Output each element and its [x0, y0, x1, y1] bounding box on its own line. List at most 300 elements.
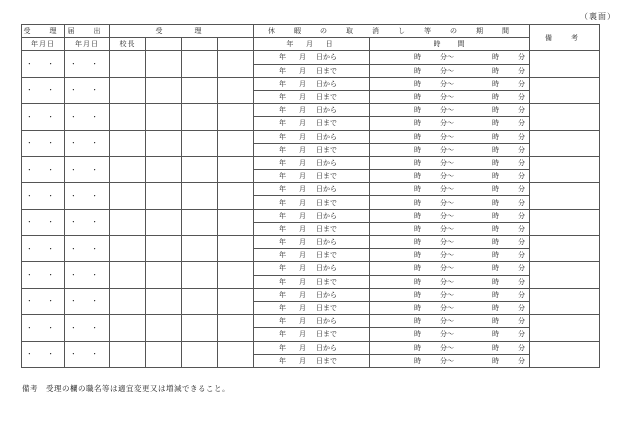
minute-from-label: 分～	[440, 198, 454, 207]
acceptance-seal-cell[interactable]	[146, 130, 182, 156]
to-time-cell[interactable]	[370, 249, 530, 262]
acceptance-seal-cell[interactable]	[110, 288, 146, 314]
to-time-cell[interactable]	[370, 90, 530, 103]
year-label: 年	[279, 224, 286, 233]
from-time-cell[interactable]	[370, 262, 530, 275]
year-label: 年	[279, 356, 286, 365]
acceptance-seal-cell[interactable]	[182, 315, 218, 341]
receipt-date-cell[interactable]: ・ ・	[22, 77, 65, 103]
submission-date-cell[interactable]: ・ ・	[65, 288, 110, 314]
to-date-cell[interactable]	[254, 301, 370, 314]
minute-from-label: 分～	[440, 290, 454, 299]
hour2-label: 時	[492, 198, 499, 207]
acceptance-seal-cell[interactable]	[146, 104, 182, 130]
table-row	[22, 183, 600, 196]
from-date-cell[interactable]	[254, 77, 370, 90]
day-label: 日まで	[316, 277, 337, 286]
year-label: 年	[279, 290, 286, 299]
hour-label: 時	[414, 211, 421, 220]
acceptance-seal-cell[interactable]	[218, 315, 254, 341]
from-date-cell[interactable]	[254, 51, 370, 64]
acceptance-seal-cell[interactable]	[110, 315, 146, 341]
from-time-cell[interactable]	[370, 104, 530, 117]
year-label: 年	[279, 53, 286, 62]
table-row	[22, 156, 600, 169]
to-date-cell[interactable]	[254, 196, 370, 209]
year-label: 年	[279, 264, 286, 273]
to-time-cell[interactable]	[370, 275, 530, 288]
acceptance-seal-cell[interactable]	[218, 236, 254, 262]
acceptance-seal-cell[interactable]	[182, 51, 218, 77]
acceptance-seal-cell[interactable]	[182, 236, 218, 262]
day-label: 日まで	[316, 66, 337, 75]
hour2-label: 時	[492, 317, 499, 326]
page-side-label: （裏面）	[580, 12, 616, 21]
to-time-cell[interactable]	[370, 64, 530, 77]
remarks-cell[interactable]	[530, 130, 600, 156]
year-label: 年	[279, 106, 286, 115]
remarks-cell[interactable]	[530, 183, 600, 209]
day-label: 日まで	[316, 224, 337, 233]
acceptance-seal-cell[interactable]	[146, 183, 182, 209]
minute-label: 分	[518, 106, 525, 115]
principal-subheader: 校長	[110, 38, 146, 51]
year-label: 年	[279, 79, 286, 88]
month-label: 月	[299, 119, 306, 128]
day-label: 日から	[316, 53, 337, 62]
receipt-header: 受 理	[22, 25, 65, 38]
to-time-cell[interactable]	[370, 354, 530, 367]
hour2-label: 時	[492, 132, 499, 141]
minute-from-label: 分～	[440, 330, 454, 339]
acceptance-seal-cell[interactable]	[218, 130, 254, 156]
hour-label: 時	[414, 238, 421, 247]
day-label: 日まで	[316, 356, 337, 365]
table-row	[22, 209, 600, 222]
to-date-cell[interactable]	[254, 354, 370, 367]
day-label: 日まで	[316, 172, 337, 181]
acceptance-seal-cell[interactable]	[110, 236, 146, 262]
year-label: 年	[279, 66, 286, 75]
remarks-cell[interactable]	[530, 51, 600, 77]
minute-from-label: 分～	[440, 211, 454, 220]
to-date-cell[interactable]	[254, 64, 370, 77]
acceptance-seal-cell[interactable]	[146, 262, 182, 288]
month-label: 月	[299, 93, 306, 102]
acceptance-seal-cell[interactable]	[146, 156, 182, 182]
day-label: 日から	[316, 211, 337, 220]
to-date-cell[interactable]	[254, 117, 370, 130]
minute-from-label: 分～	[440, 343, 454, 352]
submission-date-cell[interactable]: ・ ・	[65, 51, 110, 77]
day-label: 日から	[316, 264, 337, 273]
minute-label: 分	[518, 93, 525, 102]
minute-label: 分	[518, 185, 525, 194]
receipt-date-cell[interactable]: ・ ・	[22, 209, 65, 235]
month-label: 月	[299, 356, 306, 365]
hour-label: 時	[414, 79, 421, 88]
from-time-cell[interactable]	[370, 77, 530, 90]
acceptance-seal-cell[interactable]	[110, 341, 146, 367]
header-row-2	[22, 38, 600, 51]
hour2-label: 時	[492, 356, 499, 365]
year-label: 年	[279, 277, 286, 286]
submission-date-cell[interactable]: ・ ・	[65, 104, 110, 130]
remarks-cell[interactable]	[530, 77, 600, 103]
from-time-cell[interactable]	[370, 236, 530, 249]
from-time-cell[interactable]	[370, 288, 530, 301]
minute-label: 分	[518, 238, 525, 247]
month-label: 月	[299, 304, 306, 313]
from-time-cell[interactable]	[370, 156, 530, 169]
acceptance-seal-cell[interactable]	[110, 209, 146, 235]
minute-from-label: 分～	[440, 304, 454, 313]
from-time-cell[interactable]	[370, 341, 530, 354]
from-date-cell[interactable]	[254, 288, 370, 301]
from-date-cell[interactable]	[254, 315, 370, 328]
table-row	[22, 341, 600, 354]
hour2-label: 時	[492, 185, 499, 194]
acceptance-seal-cell[interactable]	[110, 51, 146, 77]
hour2-label: 時	[492, 251, 499, 260]
minute-from-label: 分～	[440, 66, 454, 75]
acceptance-seal-cell[interactable]	[146, 315, 182, 341]
hour2-label: 時	[492, 211, 499, 220]
minute-label: 分	[518, 119, 525, 128]
receipt-date-cell[interactable]: ・ ・	[22, 315, 65, 341]
acceptance-blank-3	[182, 38, 218, 51]
acceptance-seal-cell[interactable]	[218, 183, 254, 209]
year-label: 年	[279, 145, 286, 154]
day-label: 日から	[316, 158, 337, 167]
minute-label: 分	[518, 304, 525, 313]
hour2-label: 時	[492, 264, 499, 273]
hour2-label: 時	[492, 172, 499, 181]
minute-from-label: 分～	[440, 145, 454, 154]
from-date-cell[interactable]	[254, 130, 370, 143]
to-time-cell[interactable]	[370, 170, 530, 183]
acceptance-seal-cell[interactable]	[218, 156, 254, 182]
month-subheader: 月	[305, 40, 313, 49]
minute-from-label: 分～	[440, 277, 454, 286]
to-time-cell[interactable]	[370, 143, 530, 156]
to-date-cell[interactable]	[254, 222, 370, 235]
table-row	[22, 315, 600, 328]
hour2-label: 時	[492, 277, 499, 286]
month-label: 月	[299, 290, 306, 299]
minute-from-label: 分～	[440, 172, 454, 181]
from-date-cell[interactable]	[254, 262, 370, 275]
submission-header: 届 出	[65, 25, 110, 38]
year-label: 年	[279, 132, 286, 141]
minute-label: 分	[518, 224, 525, 233]
table-row	[22, 130, 600, 143]
to-date-cell[interactable]	[254, 143, 370, 156]
hour2-label: 時	[492, 158, 499, 167]
remarks-cell[interactable]	[530, 288, 600, 314]
minute-from-label: 分～	[440, 132, 454, 141]
receipt-date-cell[interactable]: ・ ・	[22, 51, 65, 77]
remarks-cell[interactable]	[530, 315, 600, 341]
minute-label: 分	[518, 66, 525, 75]
header-row-1	[22, 25, 600, 38]
submission-date-cell[interactable]: ・ ・	[65, 262, 110, 288]
minute-label: 分	[518, 79, 525, 88]
acceptance-seal-cell[interactable]	[146, 341, 182, 367]
remarks-cell[interactable]	[530, 236, 600, 262]
acceptance-seal-cell[interactable]	[182, 288, 218, 314]
from-date-cell[interactable]	[254, 209, 370, 222]
acceptance-blank-4	[218, 38, 254, 51]
month-label: 月	[299, 211, 306, 220]
table-row	[22, 288, 600, 301]
acceptance-seal-cell[interactable]	[218, 209, 254, 235]
minute-label: 分	[518, 317, 525, 326]
day-label: 日から	[316, 290, 337, 299]
month-label: 月	[299, 66, 306, 75]
minute-label: 分	[518, 356, 525, 365]
acceptance-seal-cell[interactable]	[110, 104, 146, 130]
hour2-label: 時	[492, 119, 499, 128]
table-row	[22, 51, 600, 64]
minute-label: 分	[518, 251, 525, 260]
receipt-date-cell[interactable]: ・ ・	[22, 104, 65, 130]
from-time-cell[interactable]	[370, 315, 530, 328]
minute-label: 分	[518, 132, 525, 141]
from-time-cell[interactable]	[370, 51, 530, 64]
month-label: 月	[299, 251, 306, 260]
date-subheader	[254, 38, 370, 51]
hour-label: 時	[414, 356, 421, 365]
month-label: 月	[299, 185, 306, 194]
day-label: 日まで	[316, 198, 337, 207]
hour2-label: 時	[492, 224, 499, 233]
hour2-label: 時	[492, 145, 499, 154]
month-label: 月	[299, 172, 306, 181]
remarks-cell[interactable]	[530, 262, 600, 288]
day-label: 日から	[316, 343, 337, 352]
footnote: 備考 受理の欄の職名等は適宜変更又は増減できること。	[22, 384, 230, 393]
minute-from-label: 分～	[440, 119, 454, 128]
year-label: 年	[279, 158, 286, 167]
acceptance-seal-cell[interactable]	[110, 183, 146, 209]
day-label: 日まで	[316, 93, 337, 102]
year-label: 年	[279, 317, 286, 326]
hour2-label: 時	[492, 79, 499, 88]
acceptance-seal-cell[interactable]	[218, 104, 254, 130]
year-label: 年	[279, 185, 286, 194]
leave-period-header: 休 暇 の 取 消 し 等 の 期 間	[254, 25, 530, 38]
year-label: 年	[279, 93, 286, 102]
day-label: 日から	[316, 185, 337, 194]
receipt-date-cell[interactable]: ・ ・	[22, 341, 65, 367]
month-label: 月	[299, 330, 306, 339]
submission-date-cell[interactable]: ・ ・	[65, 156, 110, 182]
hour-label: 時	[414, 277, 421, 286]
acceptance-seal-cell[interactable]	[146, 51, 182, 77]
month-label: 月	[299, 79, 306, 88]
to-date-cell[interactable]	[254, 90, 370, 103]
hour-label: 時	[414, 185, 421, 194]
day-label: 日から	[316, 106, 337, 115]
to-time-cell[interactable]	[370, 328, 530, 341]
acceptance-seal-cell[interactable]	[182, 183, 218, 209]
remarks-cell[interactable]	[530, 156, 600, 182]
acceptance-seal-cell[interactable]	[146, 77, 182, 103]
hour-label: 時	[414, 53, 421, 62]
year-label: 年	[279, 238, 286, 247]
year-label: 年	[279, 304, 286, 313]
receipt-date-cell[interactable]: ・ ・	[22, 130, 65, 156]
remarks-cell[interactable]	[530, 209, 600, 235]
acceptance-seal-cell[interactable]	[110, 156, 146, 182]
acceptance-seal-cell[interactable]	[218, 341, 254, 367]
hour2-label: 時	[492, 106, 499, 115]
year-label: 年	[279, 330, 286, 339]
acceptance-seal-cell[interactable]	[146, 288, 182, 314]
minute-from-label: 分～	[440, 79, 454, 88]
minute-from-label: 分～	[440, 106, 454, 115]
minute-from-label: 分～	[440, 53, 454, 62]
to-time-cell[interactable]	[370, 117, 530, 130]
day-subheader: 日	[325, 40, 333, 49]
hour2-label: 時	[492, 238, 499, 247]
from-time-cell[interactable]	[370, 130, 530, 143]
hour-label: 時	[414, 119, 421, 128]
hour-label: 時	[414, 251, 421, 260]
hour2-label: 時	[492, 343, 499, 352]
acceptance-seal-cell[interactable]	[110, 130, 146, 156]
to-time-cell[interactable]	[370, 196, 530, 209]
to-date-cell[interactable]	[254, 328, 370, 341]
hour-label: 時	[414, 198, 421, 207]
minute-label: 分	[518, 290, 525, 299]
month-label: 月	[299, 224, 306, 233]
acceptance-seal-cell[interactable]	[218, 77, 254, 103]
acceptance-seal-cell[interactable]	[182, 130, 218, 156]
from-date-cell[interactable]	[254, 104, 370, 117]
hour-label: 時	[414, 224, 421, 233]
hour-label: 時	[414, 132, 421, 141]
hour-label: 時	[414, 317, 421, 326]
from-date-cell[interactable]	[254, 341, 370, 354]
minute-from-label: 分～	[440, 264, 454, 273]
year-label: 年	[279, 251, 286, 260]
acceptance-seal-cell[interactable]	[182, 77, 218, 103]
to-date-cell[interactable]	[254, 170, 370, 183]
minute-from-label: 分～	[440, 93, 454, 102]
day-label: 日から	[316, 132, 337, 141]
hour-label: 時	[414, 145, 421, 154]
hour2-label: 時	[492, 93, 499, 102]
hour-label: 時	[414, 264, 421, 273]
year-subheader: 年	[286, 40, 294, 49]
year-label: 年	[279, 119, 286, 128]
minute-from-label: 分～	[440, 224, 454, 233]
receipt-date-cell[interactable]: ・ ・	[22, 262, 65, 288]
hour-label: 時	[414, 66, 421, 75]
from-date-cell[interactable]	[254, 236, 370, 249]
month-label: 月	[299, 343, 306, 352]
time-subheader: 時 間	[370, 38, 530, 51]
submission-date-cell[interactable]: ・ ・	[65, 236, 110, 262]
year-label: 年	[279, 343, 286, 352]
hour2-label: 時	[492, 53, 499, 62]
receipt-date-cell[interactable]: ・ ・	[22, 183, 65, 209]
receipt-date-cell[interactable]: ・ ・	[22, 236, 65, 262]
to-date-cell[interactable]	[254, 275, 370, 288]
table-row	[22, 236, 600, 249]
acceptance-seal-cell[interactable]	[110, 262, 146, 288]
acceptance-seal-cell[interactable]	[182, 341, 218, 367]
submission-date-cell[interactable]: ・ ・	[65, 209, 110, 235]
submission-date-cell[interactable]: ・ ・	[65, 315, 110, 341]
year-label: 年	[279, 198, 286, 207]
minute-label: 分	[518, 343, 525, 352]
remarks-cell[interactable]	[530, 341, 600, 367]
hour-label: 時	[414, 343, 421, 352]
hour2-label: 時	[492, 66, 499, 75]
acceptance-seal-cell[interactable]	[182, 209, 218, 235]
submission-date-cell[interactable]: ・ ・	[65, 130, 110, 156]
hour2-label: 時	[492, 304, 499, 313]
submission-date-cell[interactable]: ・ ・	[65, 77, 110, 103]
remarks-cell[interactable]	[530, 104, 600, 130]
minute-label: 分	[518, 330, 525, 339]
minute-label: 分	[518, 198, 525, 207]
hour2-label: 時	[492, 330, 499, 339]
year-label: 年	[279, 172, 286, 181]
to-time-cell[interactable]	[370, 301, 530, 314]
leave-cancellation-ledger	[21, 24, 600, 368]
acceptance-seal-cell[interactable]	[182, 262, 218, 288]
minute-from-label: 分～	[440, 238, 454, 247]
from-date-cell[interactable]	[254, 156, 370, 169]
acceptance-seal-cell[interactable]	[146, 209, 182, 235]
hour-label: 時	[414, 304, 421, 313]
table-row	[22, 77, 600, 90]
month-label: 月	[299, 238, 306, 247]
minute-from-label: 分～	[440, 158, 454, 167]
receipt-date-subheader: 年月日	[22, 38, 65, 51]
minute-label: 分	[518, 211, 525, 220]
from-time-cell[interactable]	[370, 183, 530, 196]
from-date-cell[interactable]	[254, 183, 370, 196]
acceptance-seal-cell[interactable]	[182, 104, 218, 130]
submission-date-cell[interactable]: ・ ・	[65, 183, 110, 209]
remarks-header: 備 考	[530, 25, 600, 51]
acceptance-seal-cell[interactable]	[218, 51, 254, 77]
to-date-cell[interactable]	[254, 249, 370, 262]
acceptance-seal-cell[interactable]	[110, 77, 146, 103]
acceptance-seal-cell[interactable]	[146, 236, 182, 262]
day-label: 日まで	[316, 119, 337, 128]
minute-label: 分	[518, 264, 525, 273]
to-time-cell[interactable]	[370, 222, 530, 235]
minute-from-label: 分～	[440, 317, 454, 326]
minute-label: 分	[518, 145, 525, 154]
month-label: 月	[299, 145, 306, 154]
submission-date-cell[interactable]: ・ ・	[65, 341, 110, 367]
minute-label: 分	[518, 53, 525, 62]
acceptance-seal-cell[interactable]	[218, 262, 254, 288]
hour-label: 時	[414, 158, 421, 167]
from-time-cell[interactable]	[370, 209, 530, 222]
acceptance-seal-cell[interactable]	[182, 156, 218, 182]
acceptance-seal-cell[interactable]	[218, 288, 254, 314]
receipt-date-cell[interactable]: ・ ・	[22, 288, 65, 314]
receipt-date-cell[interactable]: ・ ・	[22, 156, 65, 182]
